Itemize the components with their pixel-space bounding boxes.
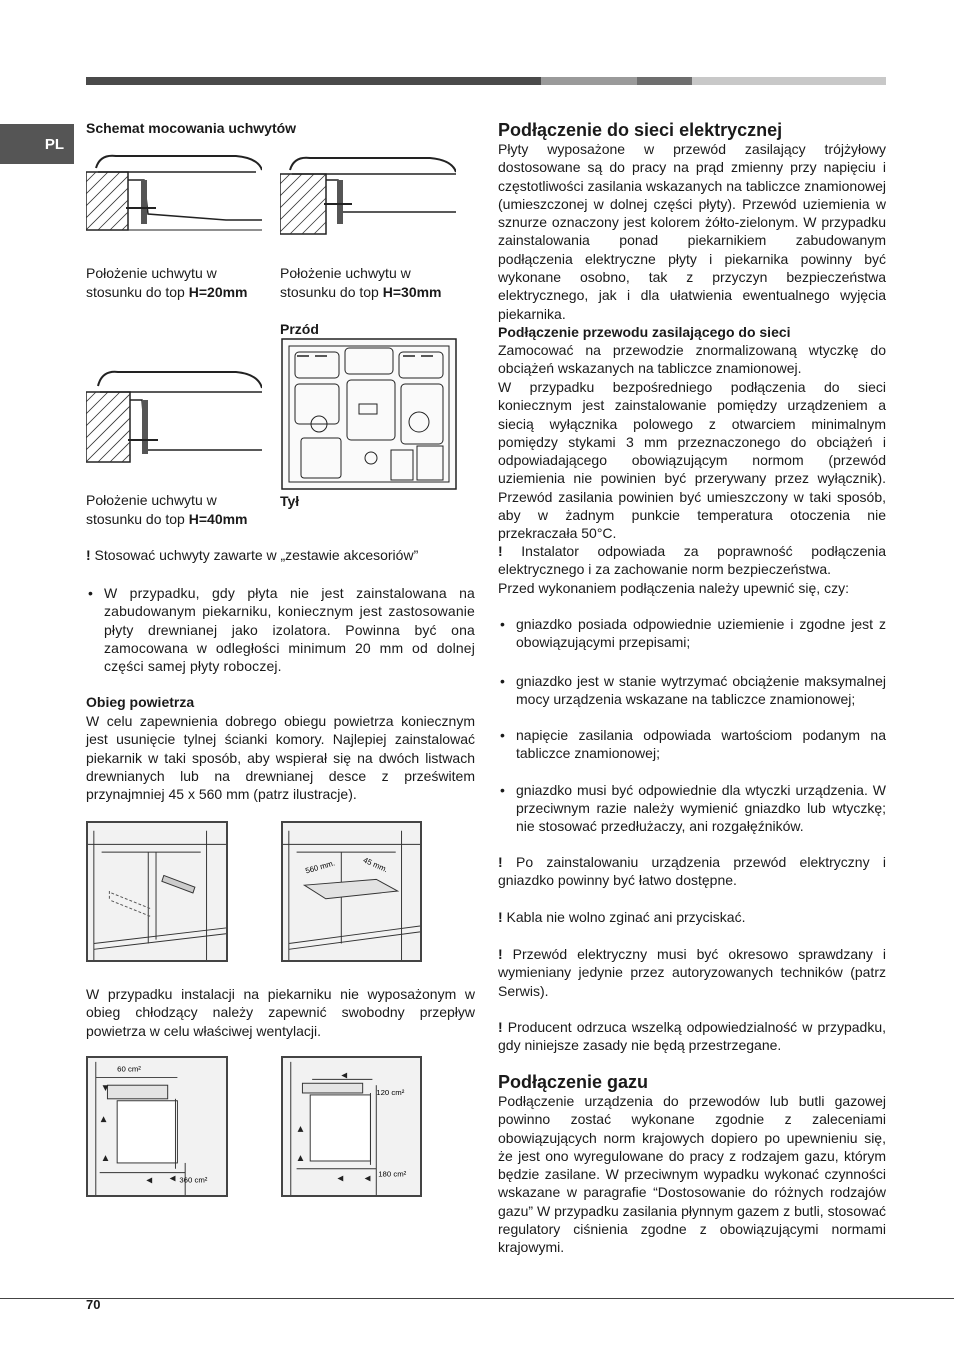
air-circulation-text: W celu zapewnienia dobrego obiegu powietrza koniecznym jest usunięcie tylnej ścianki komory. Najlepiej zainstalować piekarnik w taki sposób, aby wspierał się na dwóch listwach drewnianych lub na drewnianej desce z prześwitem przynajmniej 45 x 560 mm (patrz ilustracje). <box>86 713 475 803</box>
gas-connection-text: Podłączenie urządzenia do przewodów lub butli gazowej powinno zostać wykonane zgodnie z zaleceniami obowiązujących norm krajowych dopiero po upewnieniu się, że jest ono wyregulowane do pracy z rodzajem gazu, którym będzie zasilane. W przeciwnym wypadku wykonać czynności wskazane w paragrafie “Dostosowanie do różnych rodzajów gazu” W przypadku zasilania płynnym gazem z butli, stosować regulatory ciśnienia zgodne z obowiązującymi normami krajowymi. <box>498 1093 886 1256</box>
check-item: • gniazdko musi być odpowiednie dla wtyczki urządzenia. W przeciwnym razie należy wymienić gniazdko lub wtyczkę; nie stosować przedłużaczy, ani rozgałęźników. <box>498 781 886 836</box>
accessories-note <box>86 546 476 564</box>
vent-a-top-label: 60 cm² <box>117 1064 141 1074</box>
oven-bullet-list <box>86 584 475 675</box>
caption-h40-value: H=40mm <box>188 511 248 527</box>
inspection-note <box>498 945 886 1000</box>
front-label: Przód <box>280 321 319 337</box>
stripe-segment-mid <box>541 77 637 85</box>
hob-underside-diagram <box>281 338 457 490</box>
language-tab: PL <box>0 124 74 164</box>
installer-note <box>498 542 886 579</box>
bracket-diagram-h40 <box>86 366 262 466</box>
cabinet-figure-board <box>281 821 422 962</box>
bracket-diagram-h30 <box>280 154 456 240</box>
caption-h20 <box>86 264 276 302</box>
back-label: Tył <box>280 493 300 509</box>
page-number: 70 <box>86 1297 101 1312</box>
warning-icon: ! <box>498 946 503 962</box>
check-item: • gniazdko posiada odpowiednie uziemienie i zgodne jest z obowiązującymi przepisami; <box>498 615 886 652</box>
vent-a-bottom-label: 360 cm² <box>179 1175 208 1185</box>
liability-note-text: Producent odrzuca wszelką odpowiedzialność w przypadku, gdy niniejsze zasady nie będą przestrzegane. <box>498 1019 886 1054</box>
check-item: • gniazdko jest w stanie wytrzymać obciążenie maksymalnej mocy urządzenia wskazane na tabliczce znamionowej; <box>498 672 886 709</box>
cabinet-figure-strips <box>86 821 228 962</box>
warning-icon: ! <box>498 543 503 559</box>
inspection-note-text: Przewód elektryczny musi być okresowo sprawdzany i wymieniany jedynie przez autoryzowanych techników (patrz Serwis). <box>498 946 886 999</box>
ventilation-figure-a <box>86 1056 228 1197</box>
power-cable-text-1: Zamocować na przewodzie znormalizowaną wtyczkę do obciążeń wskazanych na tabliczce znamionowej. <box>498 342 886 377</box>
footer-rule <box>0 1298 954 1299</box>
caption-h40 <box>86 491 276 529</box>
stripe-segment-dark <box>86 77 541 85</box>
cable-bend-note-text: Kabla nie wolno zginać ani przyciskać. <box>502 909 746 925</box>
caption-h40-text: Położenie uchwytu w stosunku do top <box>86 492 217 527</box>
ventilation-text: W przypadku instalacji na piekarniku nie wyposażonym w obieg chłodzący należy zapewnić swobodny przepływ powietrza w celu właściwej wentylacji. <box>86 986 475 1039</box>
stripe-segment-darkmid <box>637 77 692 85</box>
air-circulation-title: Obieg powietrza <box>86 694 195 710</box>
ventilation-figure-b <box>281 1056 422 1197</box>
check-list <box>498 615 886 836</box>
installer-note-text: Instalator odpowiada za poprawność podłączenia elektrycznego i za zachowanie norm bezpieczeństwa. <box>498 543 886 578</box>
caption-h30-value: H=30mm <box>382 284 442 300</box>
accessibility-note <box>498 853 886 890</box>
warning-icon: ! <box>498 1019 503 1035</box>
dimension-560: 560 mm. <box>304 858 336 876</box>
caption-h20-text: Położenie uchwytu w stosunku do top <box>86 265 217 300</box>
power-cable-title: Podłączenie przewodu zasilającego do sieci <box>498 324 791 340</box>
power-cable-text-2: W przypadku bezpośredniego podłączenia do sieci koniecznym jest zainstalowanie pomiędzy urządzeniem a siecią wyłącznika polowego z otwarciem minimalnym pomiędzy stykami 3 mm przeznaczonego do obciążeń i odpowiadającego obowiązującym normom (przewód uziemienia nie powinien być przerywany przez wyłącznik). Przewód zasilania powinien być umieszczony w taki sposób, aby w żadnym punkcie temperatura otoczenia nie przekraczała 50°C. <box>498 379 886 542</box>
warning-icon: ! <box>498 909 503 925</box>
caption-h20-value: H=20mm <box>188 284 248 300</box>
vent-b-top-label: 120 cm² <box>376 1087 405 1097</box>
bracket-diagram-h20 <box>86 150 262 240</box>
check-item: • napięcie zasilania odpowiada wartościom podanym na tabliczce znamionowej; <box>498 726 886 763</box>
gas-connection-title: Podłączenie gazu <box>498 1072 649 1092</box>
header-stripe <box>86 77 886 85</box>
cable-bend-note <box>498 908 886 926</box>
check-intro: Przed wykonaniem podłączenia należy upewnić się, czy: <box>498 580 849 596</box>
bracket-diagram-title: Schemat mocowania uchwytów <box>86 120 297 136</box>
electrical-connection-text: Płyty wyposażone w przewód zasilający trójżyłowy dostosowane są do pracy na prąd zmienny przy napięciu i częstotliwości zasilania wskazanych na tabliczce znamionowej (umieszczonej w dolnej części płyty). Przewód uziemienia w sznurze oznaczony jest kolorem żółto-zielonym. W przypadku zainstalowania ponad piekarnikiem zabudowanym podłączenia elektryczne płyty i piekarnika powinny być wykonane osobno, tak z przyczyn bezpieczeństwa elektrycznego, jak i dla ułatwienia ewentualnego wyjęcia piekarnika. <box>498 141 886 322</box>
stripe-segment-light <box>692 77 886 85</box>
bullet-oven-insulation: • W przypadku, gdy płyta nie jest zainstalowana na zabudowanym piekarniku, koniecznym jest zastosowanie płyty drewnianej jako izolatora. Powinna być ona zamocowana w odległości minimum 20 mm od dolnej części samej płyty roboczej. <box>86 584 475 675</box>
warning-icon: ! <box>86 547 91 563</box>
electrical-connection-title: Podłączenie do sieci elektrycznej <box>498 120 783 140</box>
caption-h30 <box>280 264 470 302</box>
warning-icon: ! <box>498 854 503 870</box>
accessories-note-text: Stosować uchwyty zawarte w „zestawie akcesoriów” <box>90 547 419 563</box>
caption-h30-text: Położenie uchwytu w stosunku do top <box>280 265 411 300</box>
accessibility-note-text: Po zainstalowaniu urządzenia przewód elektryczny i gniazdko powinny być łatwo dostępne. <box>498 854 886 889</box>
liability-note <box>498 1018 886 1055</box>
dimension-45: 45 mm. <box>361 855 390 875</box>
vent-b-bottom-label: 180 cm² <box>378 1169 407 1179</box>
